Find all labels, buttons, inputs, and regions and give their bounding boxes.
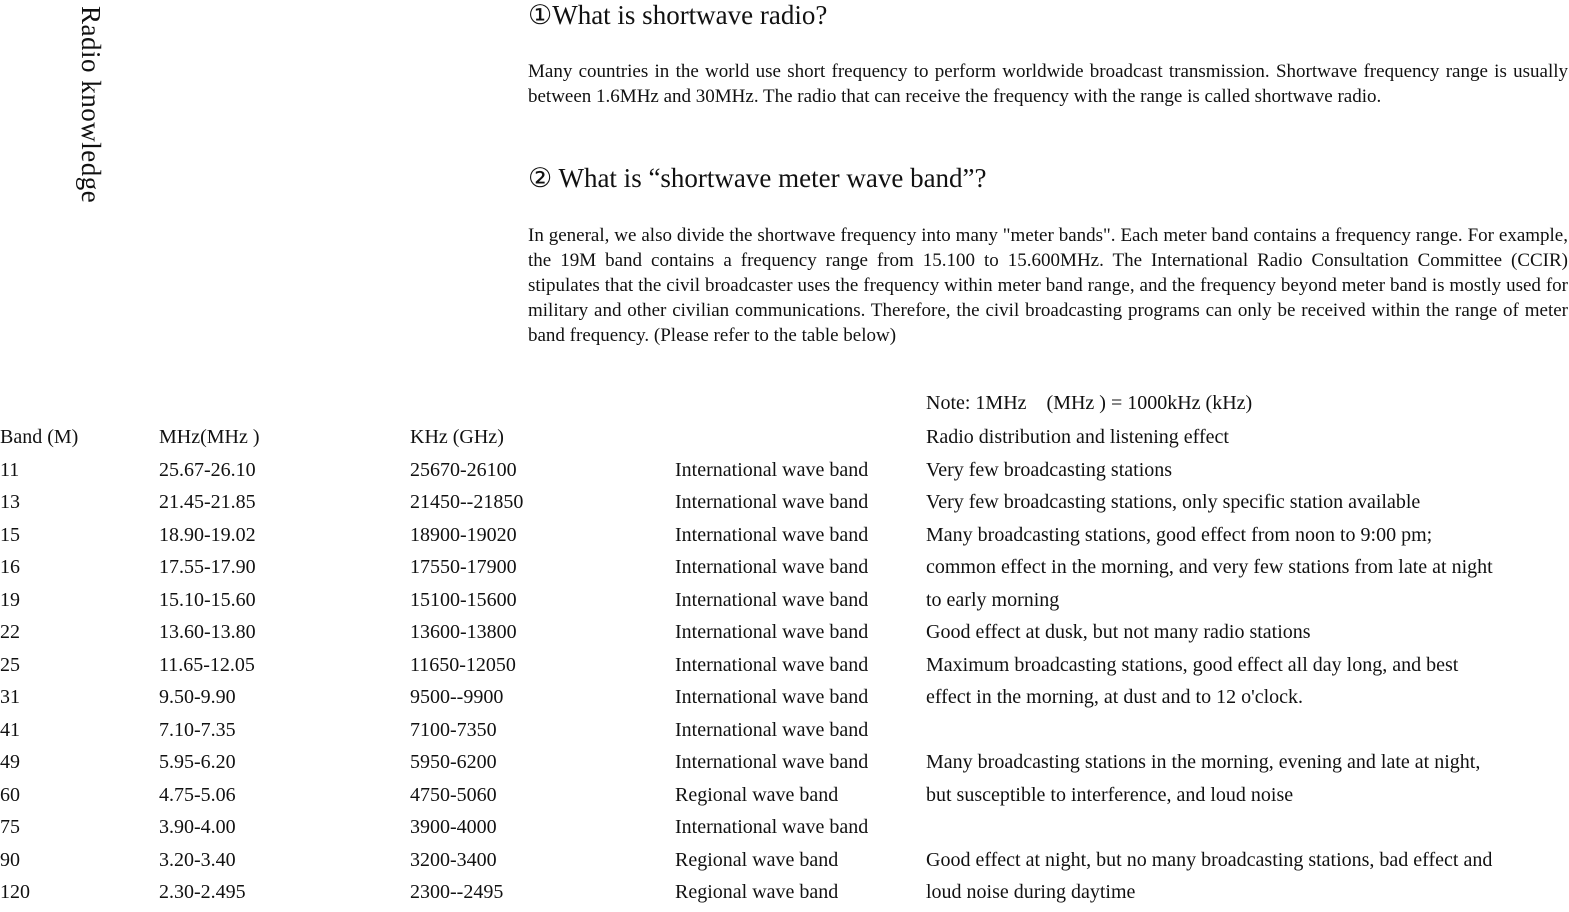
cell-mhz: 18.90-19.02 [159,523,256,546]
section2-heading: ② What is “shortwave meter wave band”? [528,163,987,193]
cell-mhz: 15.10-15.60 [159,588,256,611]
table-row [0,749,1569,782]
table-body [0,457,1569,912]
cell-mhz: 5.95-6.20 [159,751,236,773]
cell-khz: 11650-12050 [410,653,516,676]
table-row [0,457,1569,490]
cell-effect: Maximum broadcasting stations, good effect all day long, and best [926,653,1459,676]
cell-type: International wave band [675,816,869,838]
table-row [0,652,1569,685]
cell-band: 19 [0,588,20,611]
cell-band: 75 [0,816,20,838]
cell-effect: Very few broadcasting stations, only specific station available [926,491,1421,513]
cell-effect: effect in the morning, at dust and to 12 o'clock. [926,686,1304,708]
cell-type: International wave band [675,523,869,546]
section1-heading: ①What is shortwave radio? [528,0,828,30]
table-row [0,554,1569,587]
cell-khz: 17550-17900 [410,556,517,578]
header-mhz: MHz(MHz ) [159,426,260,448]
cell-type: International wave band [675,588,869,611]
cell-effect: common effect in the morning, and very few stations from late at night [926,556,1493,578]
cell-khz: 3900-4000 [410,816,497,838]
header-effect: Radio distribution and listening effect [926,426,1229,448]
cell-band: 15 [0,523,20,546]
cell-type: International wave band [675,686,869,708]
cell-mhz: 11.65-12.05 [159,653,255,676]
table-row [0,814,1569,847]
table-row [0,619,1569,652]
cell-mhz: 13.60-13.80 [159,621,256,643]
cell-mhz: 25.67-26.10 [159,458,256,481]
section2-body: In general, we also divide the shortwave frequency into many "meter bands". Each meter band contains a frequency range. For example, the 19M band contains a frequency range from 15.100 to 15.600MHz. The International Radio Consultation Committee (CCIR) stipulates that the civil broadcaster uses the frequency within meter band range, and the frequency beyond meter band is mostly used for military and other civilian communications. Therefore, the civil broadcasting programs can only be received within the range of meter band frequency. (Please refer to the table below) [528,225,1568,346]
cell-effect: loud noise during daytime [926,881,1136,903]
cell-khz: 7100-7350 [410,718,497,741]
table-row [0,684,1569,717]
cell-effect: Many broadcasting stations in the morning, evening and late at night, [926,751,1481,773]
cell-khz: 3200-3400 [410,848,497,871]
cell-mhz: 3.90-4.00 [159,816,236,838]
cell-effect: Many broadcasting stations, good effect from noon to 9:00 pm; [926,523,1433,546]
cell-khz: 5950-6200 [410,751,497,773]
cell-mhz: 9.50-9.90 [159,686,236,708]
cell-type: Regional wave band [675,848,839,871]
cell-mhz: 3.20-3.40 [159,848,236,871]
table-row [0,782,1569,815]
cell-type: International wave band [675,491,869,513]
table-row [0,489,1569,522]
cell-effect: but susceptible to interference, and loud noise [926,783,1294,806]
header-khz: KHz (GHz) [410,426,504,448]
cell-khz: 15100-15600 [410,588,517,611]
cell-mhz: 4.75-5.06 [159,783,236,806]
band-table [0,424,1569,912]
cell-khz: 18900-19020 [410,523,517,546]
cell-khz: 13600-13800 [410,621,517,643]
cell-band: 25 [0,653,20,676]
table-row [0,879,1569,912]
cell-mhz: 2.30-2.495 [159,881,246,903]
cell-khz: 2300--2495 [410,881,504,903]
cell-effect: Good effect at night, but no many broadcasting stations, bad effect and [926,848,1493,871]
section1-body: Many countries in the world use short frequency to perform worldwide broadcast transmission. Shortwave frequency range is usually between 1.6MHz and 30MHz. The radio that can receive the frequency with the range is called shortwave radio. [528,61,1568,107]
table-header-row [0,424,1569,457]
cell-mhz: 17.55-17.90 [159,556,256,578]
cell-type: International wave band [675,718,869,741]
unit-note: Note: 1MHz (MHz ) = 1000kHz (kHz) [926,392,1253,414]
table-row [0,847,1569,880]
cell-type: Regional wave band [675,881,839,903]
table-row [0,587,1569,620]
cell-effect: Good effect at dusk, but not many radio stations [926,621,1311,643]
cell-band: 22 [0,621,20,643]
table-row [0,717,1569,750]
cell-band: 31 [0,686,20,708]
cell-type: International wave band [675,458,869,481]
cell-band: 16 [0,556,20,578]
cell-type: International wave band [675,653,869,676]
cell-band: 49 [0,751,20,773]
cell-band: 11 [0,458,20,481]
header-band: Band (M) [0,426,79,448]
cell-band: 13 [0,491,20,513]
cell-band: 60 [0,783,20,806]
cell-band: 41 [0,718,20,741]
cell-type: Regional wave band [675,783,839,806]
side-title: Radio knowledge [76,6,106,204]
cell-mhz: 7.10-7.35 [159,718,236,741]
cell-type: International wave band [675,556,869,578]
cell-mhz: 21.45-21.85 [159,491,256,513]
cell-khz: 21450--21850 [410,491,524,513]
cell-band: 120 [0,881,30,903]
cell-effect: to early morning [926,588,1060,611]
cell-khz: 25670-26100 [410,458,517,481]
cell-band: 90 [0,848,20,871]
cell-khz: 4750-5060 [410,783,497,806]
cell-type: International wave band [675,621,869,643]
cell-type: International wave band [675,751,869,773]
table-row [0,522,1569,555]
cell-khz: 9500--9900 [410,686,504,708]
cell-effect: Very few broadcasting stations [926,458,1173,481]
